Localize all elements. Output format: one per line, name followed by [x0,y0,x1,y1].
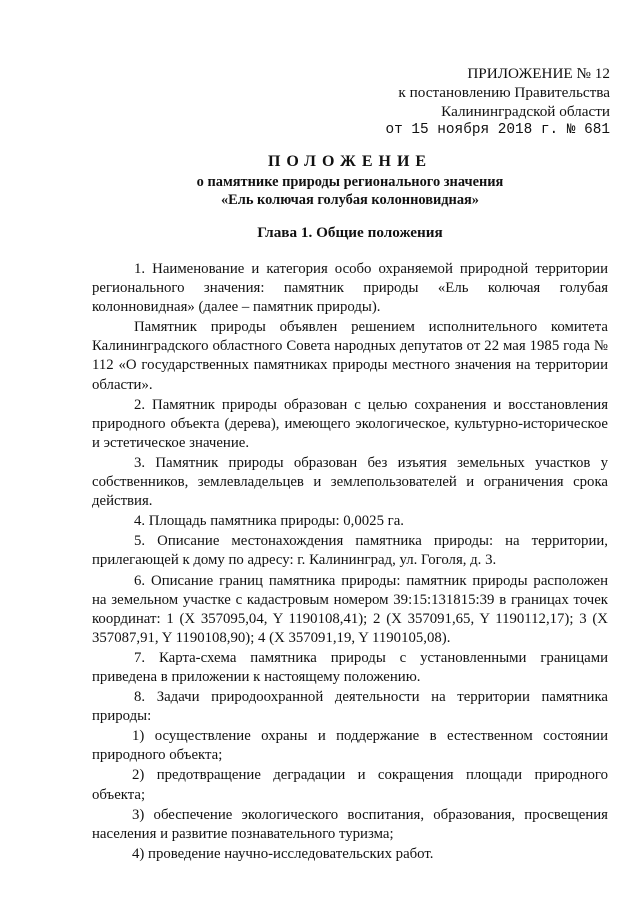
list-item-4: 4) проведение научно-исследовательских работ. [132,845,434,862]
list-item-1: 1) осуществление охраны и поддержание в естественном состоянии природного объекта; [92,728,608,764]
subtitle-line-2: «Ель колючая голубая колонновидная» [220,192,480,208]
paragraph-8: 7. Карта-схема памятника природы с установленными границами приведена в приложении к настоящему положению. [92,649,608,685]
paragraph-1: 1. Наименование и категория особо охраняемой природной территории регионального значения: памятник природы «Ель колючая голубая колонновидная» (далее – памятник природы). [92,261,608,316]
appendix-line-2: к постановлению Правительства [398,84,610,101]
document-body [92,260,608,865]
appendix-header [360,64,610,140]
appendix-line-3: Калининградской области [441,103,610,120]
list-item-2: 2) предотвращение деградации и сокращения площади природного объекта; [92,767,608,803]
paragraph-6: 5. Описание местонахождения памятника природы: на территории, прилегающей к дому по адресу: г. Калининград, ул. Гоголя, д. 3. [92,533,608,569]
paragraph-9: 8. Задачи природоохранной деятельности на территории памятника природы: [92,689,608,725]
appendix-date: от 15 ноября 2018 г. № 681 [385,122,610,138]
list-item-3: 3) обеспечение экологического воспитания, образования, просвещения населения и развитие познавательного туризма; [92,806,608,842]
paragraph-7: 6. Описание границ памятника природы: памятник природы расположен на земельном участке с кадастровым номером 39:15:131815:39 в границах точек координат: 1 (X 357095,04, Y 1190108,41); 2 (X 357091,65, Y 1190112,17); 3 (X 357087,91, Y 1190108,90); 4 (X 357091,19, Y 1190105,08). [92,572,608,646]
document-title: ПОЛОЖЕНИЕ [267,153,433,170]
paragraph-2: Памятник природы объявлен решением исполнительного комитета Калининградского областного Совета народных депутатов от 22 мая 1985 года № 112 «О государственных памятниках природы местного значения на территории области». [92,319,608,393]
paragraph-3: 2. Памятник природы образован с целью сохранения и восстановления природного объекта (дерева), имеющего экологическое, культурно-историческое и эстетическое значение. [92,396,608,451]
subtitle-line-1: о памятнике природы регионального значения [196,174,504,190]
chapter-heading: Глава 1. Общие положения [257,224,443,241]
document-subtitle [60,173,640,209]
appendix-title: ПРИЛОЖЕНИЕ № 12 [467,65,610,82]
paragraph-5: 4. Площадь памятника природы: 0,0025 га. [134,513,405,530]
paragraph-4: 3. Памятник природы образован без изъятия земельных участков у собственников, землевладельцев и землепользователей и ограничения срока действия. [92,454,608,510]
